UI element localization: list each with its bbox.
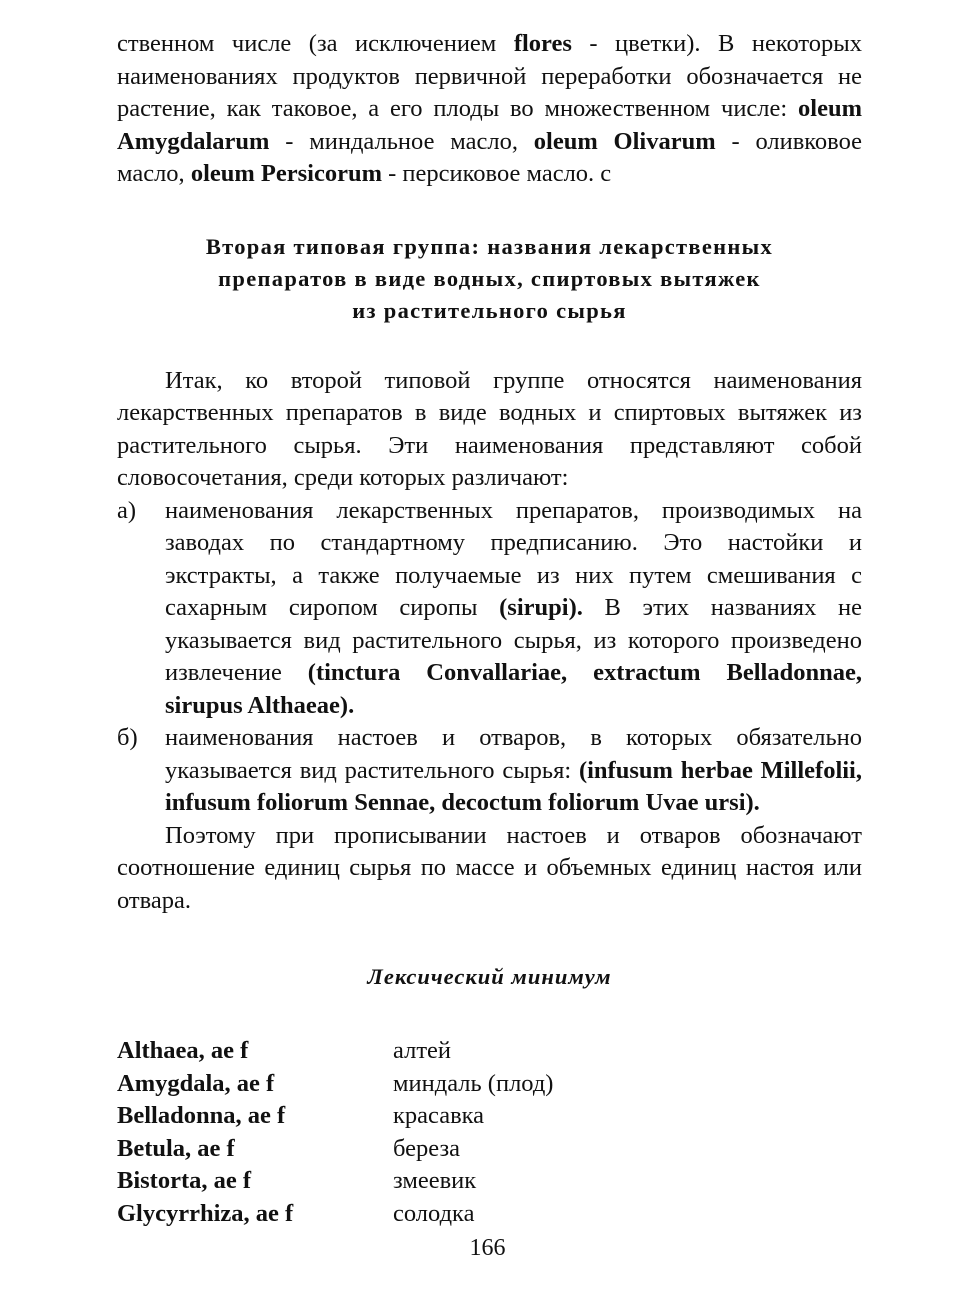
vocab-translation: солодка — [393, 1199, 475, 1227]
text-run: - персиковое масло. с — [382, 160, 612, 187]
latin-term: oleum Persicorum — [190, 160, 382, 187]
list-item-b — [117, 722, 862, 820]
list-marker: а) — [117, 496, 137, 524]
vocab-latin: Amygdala, ae f — [117, 1069, 275, 1097]
vocab-latin: Belladonna, ae f — [117, 1102, 286, 1129]
latin-term: flores — [513, 30, 572, 57]
page-number: 166 — [469, 1235, 506, 1261]
vocab-translation: алтей — [393, 1037, 452, 1064]
heading-line: Вторая типовая группа: названия лекарственных — [205, 233, 774, 259]
vocab-latin: Betula, ae f — [117, 1134, 235, 1162]
latin-term: (tinctura Convallariae, extractum Belladonnae, sirupus Althaeae). — [165, 659, 862, 719]
body-paragraph: Поэтому при прописывании настоев и отваров обозначают соотношение единиц сырья по массе и объемных единиц настоя или отвара. — [117, 821, 862, 914]
text-run: - оливковое масло, — [117, 127, 863, 187]
latin-term: (sirupi). — [499, 594, 583, 621]
intro-paragraph — [117, 28, 862, 191]
text-run: - миндальное масло, — [269, 127, 534, 155]
latin-term: (infusum herbae Millefolii, infusum foliorum Sennae, decoctum foliorum Uvae ursi). — [165, 756, 862, 816]
vocab-row — [117, 1100, 862, 1133]
vocab-row — [117, 1035, 862, 1068]
text-run: наименования лекарственных препаратов, производимых на заводах по стандартному предписанию. Это настойки и экстракты, а также получаемые из них путем смешивания с сахарным сиропом сиропы — [165, 496, 862, 621]
latin-term: oleum Amygdalarum — [117, 95, 862, 155]
vocab-translation: красавка — [393, 1102, 485, 1129]
vocab-row — [117, 1133, 862, 1166]
vocab-latin: Glycyrrhiza, ae f — [117, 1199, 294, 1227]
list-text — [165, 495, 862, 723]
list-item-a — [117, 495, 862, 723]
vocab-row — [117, 1165, 862, 1198]
body-paragraph: Итак, ко второй типовой группе относятся наименования лекарственных препаратов в виде водных и спиртовых вытяжек из растительного сырья. Эти наименования представляют собой словосочетания, среди которых различают: — [117, 366, 862, 491]
vocab-row — [117, 1068, 862, 1101]
text-run: В этих названиях не указывается вид растительного сырья, из которого произведено извлечение — [165, 594, 862, 686]
text-run: - цветки). В некоторых наименованиях продуктов первичной переработки обозначается не растение, как таковое, а его плоды во множественном числе: — [117, 30, 862, 122]
heading-line: препаратов в виде водных, спиртовых вытяжек — [218, 265, 761, 291]
vocab-translation: змеевик — [393, 1167, 477, 1194]
list-marker: б) — [117, 724, 138, 751]
heading-line: из растительного сырья — [352, 297, 627, 323]
vocab-list — [117, 1035, 862, 1230]
page-content — [117, 28, 862, 1230]
vocab-latin: Althaea, ae f — [117, 1037, 249, 1064]
vocab-heading: Лексический минимум — [367, 964, 612, 989]
text-run: ственном числе (за исключением — [117, 30, 514, 57]
vocab-row — [117, 1198, 862, 1231]
vocab-translation: береза — [393, 1134, 460, 1162]
latin-term: oleum Olivarum — [533, 127, 716, 155]
vocab-translation: миндаль (плод) — [393, 1069, 554, 1097]
list-text — [165, 722, 862, 820]
section-heading — [117, 231, 862, 327]
text-run: наименования настоев и отваров, в которых обязательно указывается вид растительного сырья: — [165, 724, 862, 784]
vocab-latin: Bistorta, ae f — [117, 1167, 252, 1194]
